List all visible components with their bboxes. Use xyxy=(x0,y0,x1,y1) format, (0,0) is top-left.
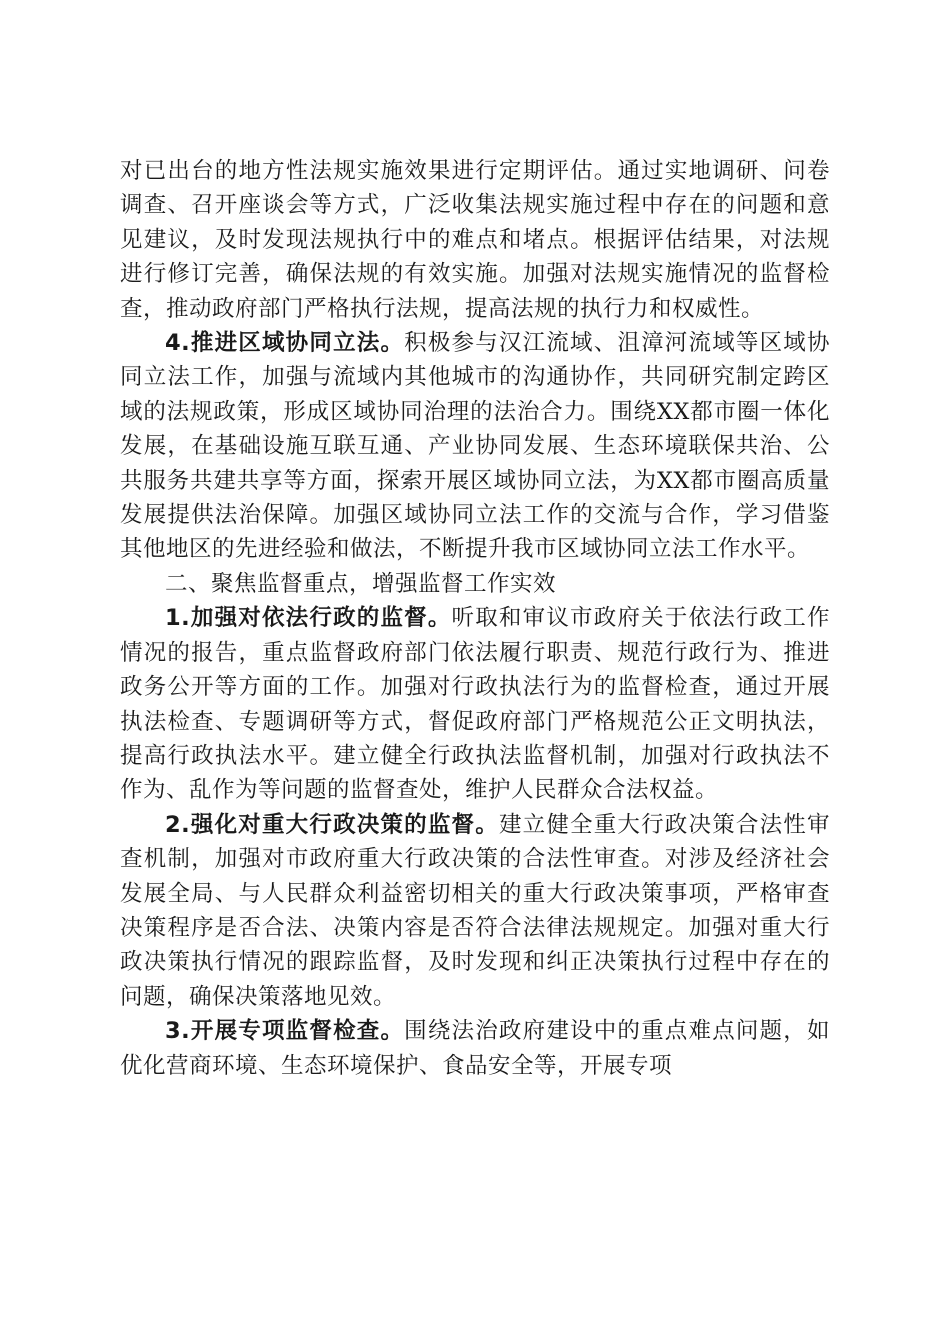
paragraph-text: 听取和审议市政府关于依法行政工作情况的报告，重点监督政府部门依法履行职责、规范行政行为、推进政务公开等方面的工作。加强对行政执法行为的监督检查，通过开展执法检查、专题调研等方式，督促政府部门严格规范公正文明执法，提高行政执法水平。建立健全行政执法监督机制，加强对行政执法不作为、乱作为等问题的监督查处，维护人民群众合法权益。 xyxy=(120,605,830,804)
paragraph-special-inspection xyxy=(120,1014,830,1083)
paragraph-text: 积极参与汉江流域、沮漳河流域等区域协同立法工作，加强与流域内其他城市的沟通协作，共同研究制定跨区域的法规政策，形成区域协同治理的法治合力。围绕XX都市圈一体化发展，在基础设施互联互通、产业协同发展、生态环境联保共治、公共服务共建共享等方面，探索开展区域协同立法，为XX都市圈高质量发展提供法治保障。加强区域协同立法工作的交流与合作，学习借鉴其他地区的先进经验和做法，不断提升我市区域协同立法工作水平。 xyxy=(120,330,830,563)
paragraph-lawful-administration xyxy=(120,601,830,807)
item-heading-4: 4.推进区域协同立法。 xyxy=(165,330,405,357)
section-heading-2 xyxy=(120,567,830,601)
paragraph-text: 建立健全重大行政决策合法性审查机制，加强对市政府重大行政决策的合法性审查。对涉及经济社会发展全局、与人民群众利益密切相关的重大行政决策事项，严格审查决策程序是否合法、决策内容是否符合法律法规规定。加强对重大行政决策执行情况的跟踪监督，及时发现和纠正决策执行过程中存在的问题，确保决策落地见效。 xyxy=(120,811,830,1010)
item-heading-1: 1.加强对依法行政的监督。 xyxy=(165,605,452,632)
section-heading-text: 二、聚焦监督重点，增强监督工作实效 xyxy=(165,570,557,597)
paragraph-text: 对已出台的地方性法规实施效果进行定期评估。通过实地调研、问卷调查、召开座谈会等方式，广泛收集法规实施过程中存在的问题和意见建议，及时发现法规执行中的难点和堵点。根据评估结果，对法规进行修订完善，确保法规的有效实施。加强对法规实施情况的监督检查，推动政府部门严格执行法规，提高法规的执行力和权威性。 xyxy=(120,158,830,322)
paragraph-major-decisions xyxy=(120,808,830,1014)
item-heading-3: 3.开展专项监督检查。 xyxy=(165,1018,405,1045)
paragraph-regional-legislation xyxy=(120,326,830,567)
document-body xyxy=(120,154,830,1083)
paragraph-text: 围绕法治政府建设中的重点难点问题，如优化营商环境、生态环境保护、食品安全等，开展专项 xyxy=(120,1018,830,1079)
item-heading-2: 2.强化对重大行政决策的监督。 xyxy=(165,811,499,838)
paragraph-regulation-evaluation xyxy=(120,154,830,326)
